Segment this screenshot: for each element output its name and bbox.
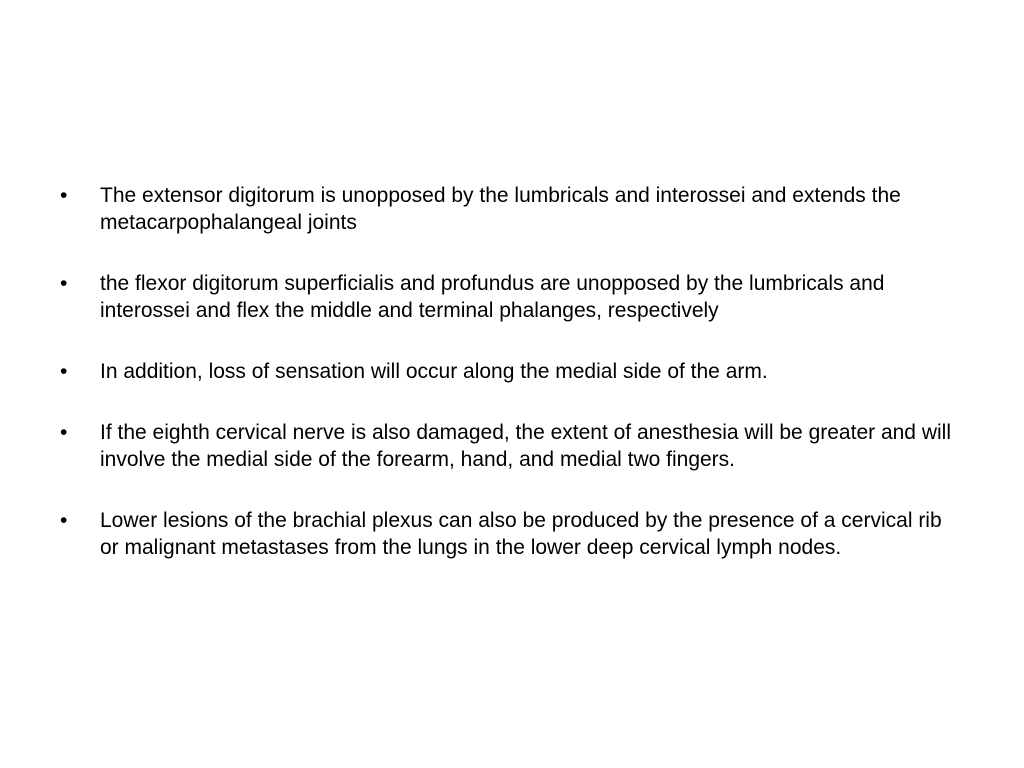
bullet-item	[60, 182, 965, 236]
bullet-list	[60, 182, 965, 595]
bullet-text: Lower lesions of the brachial plexus can also be produced by the presence of a cervical rib or malignant metastases from the lungs in the lower deep cervical lymph nodes.	[100, 509, 942, 559]
bullet-text: If the eighth cervical nerve is also damaged, the extent of anesthesia will be greater and will involve the medial side of the forearm, hand, and medial two fingers.	[100, 421, 951, 471]
bullet-item	[60, 270, 965, 324]
bullet-text: The extensor digitorum is unopposed by the lumbricals and interossei and extends the metacarpophalangeal joints	[100, 184, 901, 234]
bullet-marker: •	[60, 421, 68, 444]
bullet-marker: •	[60, 184, 68, 207]
bullet-text: In addition, loss of sensation will occur along the medial side of the arm.	[100, 360, 768, 383]
bullet-text: the flexor digitorum superficialis and profundus are unopposed by the lumbricals and interossei and flex the middle and terminal phalanges, respectively	[100, 272, 885, 322]
bullet-item	[60, 507, 965, 561]
bullet-marker: •	[60, 509, 68, 532]
bullet-marker: •	[60, 272, 68, 295]
bullet-item	[60, 419, 965, 473]
bullet-item	[60, 358, 965, 385]
bullet-marker: •	[60, 360, 68, 383]
